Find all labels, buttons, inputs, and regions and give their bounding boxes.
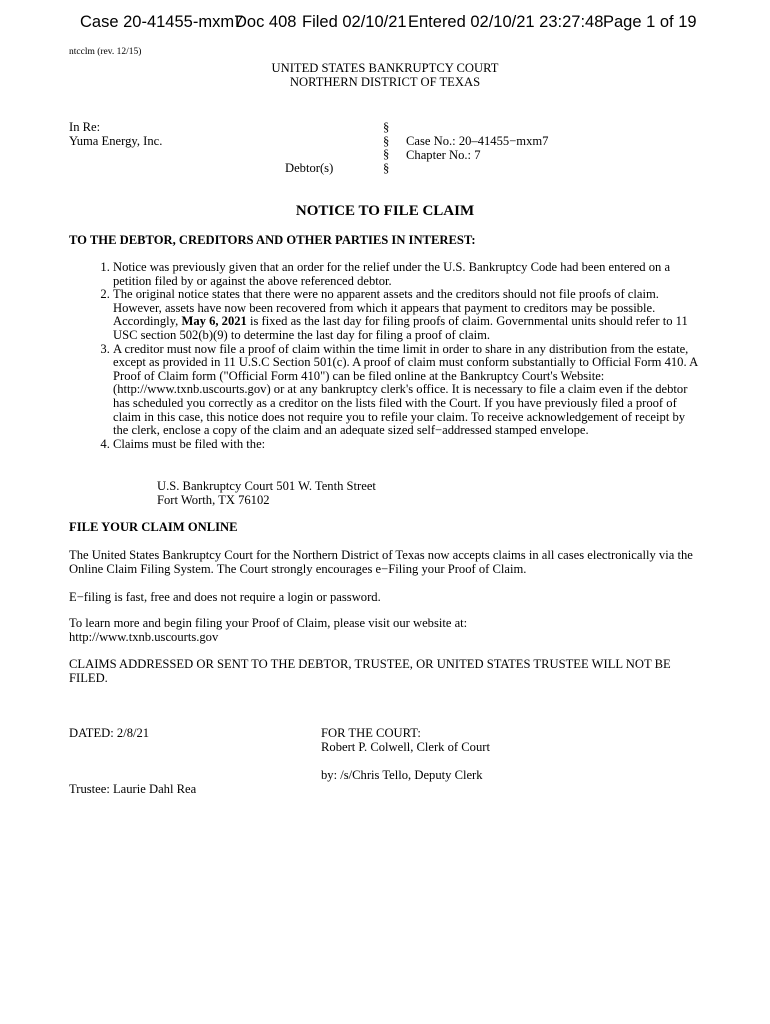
in-re-label: In Re: — [69, 120, 101, 134]
court-name-line1: UNITED STATES BANKRUPTCY COURT — [271, 61, 499, 75]
case-number-stamp: Case 20-41455-mxm7 — [80, 13, 244, 31]
notice-item-3-text: A creditor must now file a proof of claim within the time limit in order to share in any distribution from the estate, except as provided in 11 U.S.C Section 501(c). A proof of claim must conform substantially to Official Form 410. A Proof of Claim form ("Official Form 410") can be filed online at the Bankruptcy Court's Website: (http://www.txnb.uscourts.gov) or at any bankruptcy clerk's office. It is necessary to file a claim even if the debtor has scheduled you correctly as a creditor on the lists filed with the Court. If you have previously filed a proof of claim in this case, this notice does not require you to refile your claim. To receive acknowledgement of receipt by the clerk, enclose a copy of the claim and an adequate sized self−addressed stamped envelope. — [113, 341, 698, 438]
section-mark: § — [383, 120, 390, 134]
section-marks — [383, 121, 389, 175]
court-address-line2: Fort Worth, TX 76102 — [157, 492, 270, 507]
filing-warning: CLAIMS ADDRESSED OR SENT TO THE DEBTOR, TRUSTEE, OR UNITED STATES TRUSTEE WILL NOT BE FILED. — [69, 657, 671, 685]
online-filing-paragraph: The United States Bankruptcy Court for the Northern District of Texas now accepts claims in all cases electronically via the Online Claim Filing System. The Court strongly encourages e−Filing your Proof of Claim. — [69, 548, 693, 576]
section-mark: § — [383, 133, 390, 148]
court-address-line1: U.S. Bankruptcy Court 501 W. Tenth Street — [157, 479, 376, 493]
entered-date-stamp: Entered 02/10/21 23:27:48 — [408, 13, 604, 31]
notice-items — [69, 261, 701, 451]
section-mark: § — [383, 160, 390, 175]
court-address — [157, 480, 376, 507]
online-filing-heading: FILE YOUR CLAIM ONLINE — [69, 520, 238, 534]
form-code: ntcclm (rev. 12/15) — [69, 47, 142, 57]
notice-title: NOTICE TO FILE CLAIM — [295, 203, 475, 219]
notice-item-3 — [113, 343, 701, 438]
trustee-name: Trustee: Laurie Dahl Rea — [69, 782, 197, 796]
claims-deadline-date: May 6, 2021 — [181, 314, 247, 329]
debtor-name: Yuma Energy, Inc. — [69, 134, 163, 148]
doc-number-stamp: Doc 408 — [235, 13, 297, 31]
notice-item-1-text: Notice was previously given that an order for the relief under the U.S. Bankruptcy Code had been entered on a petition filed by or against the above referenced debtor. — [113, 260, 671, 288]
case-number: Case No.: 20–41455−mxm7 — [406, 134, 549, 148]
efiling-paragraph: E−filing is fast, free and does not require a login or password. — [69, 590, 381, 604]
notice-item-4 — [113, 438, 701, 452]
notice-item-4-text: Claims must be filed with the: — [113, 436, 266, 451]
notice-item-1 — [113, 261, 701, 288]
court-name — [0, 62, 770, 89]
filed-date-stamp: Filed 02/10/21 — [302, 13, 407, 31]
website-instruction: To learn more and begin filing your Proof of Claim, please visit our website at: — [69, 616, 468, 630]
clerk-of-court: Robert P. Colwell, Clerk of Court — [321, 740, 490, 754]
debtor-label: Debtor(s) — [285, 161, 334, 175]
notice-item-2 — [113, 288, 701, 342]
page-count-stamp: Page 1 of 19 — [603, 13, 697, 31]
deputy-clerk-signature: by: /s/Chris Tello, Deputy Clerk — [321, 768, 483, 782]
addressee-heading: TO THE DEBTOR, CREDITORS AND OTHER PARTIES IN INTEREST: — [69, 233, 476, 247]
dated-line: DATED: 2/8/21 — [69, 726, 150, 740]
chapter-number: Chapter No.: 7 — [406, 148, 481, 162]
court-name-line2: NORTHERN DISTRICT OF TEXAS — [289, 74, 481, 89]
for-the-court: FOR THE COURT: — [321, 726, 421, 740]
notice-item-2-text-b: is fixed as the last day for filing proofs of claim. Governmental units should refer to 11 USC section 502(b)(9) to determine the last day for filing a proof of claim. — [113, 314, 688, 342]
court-website-link[interactable]: http://www.txnb.uscourts.gov — [69, 630, 219, 644]
notice-item-2-text-a: The original notice states that there were no apparent assets and the creditors should not file proofs of claim. However, assets have now been recovered from which it appears that payment to creditors may be possible. Accordingly, — [113, 287, 659, 329]
section-mark: § — [383, 147, 390, 162]
